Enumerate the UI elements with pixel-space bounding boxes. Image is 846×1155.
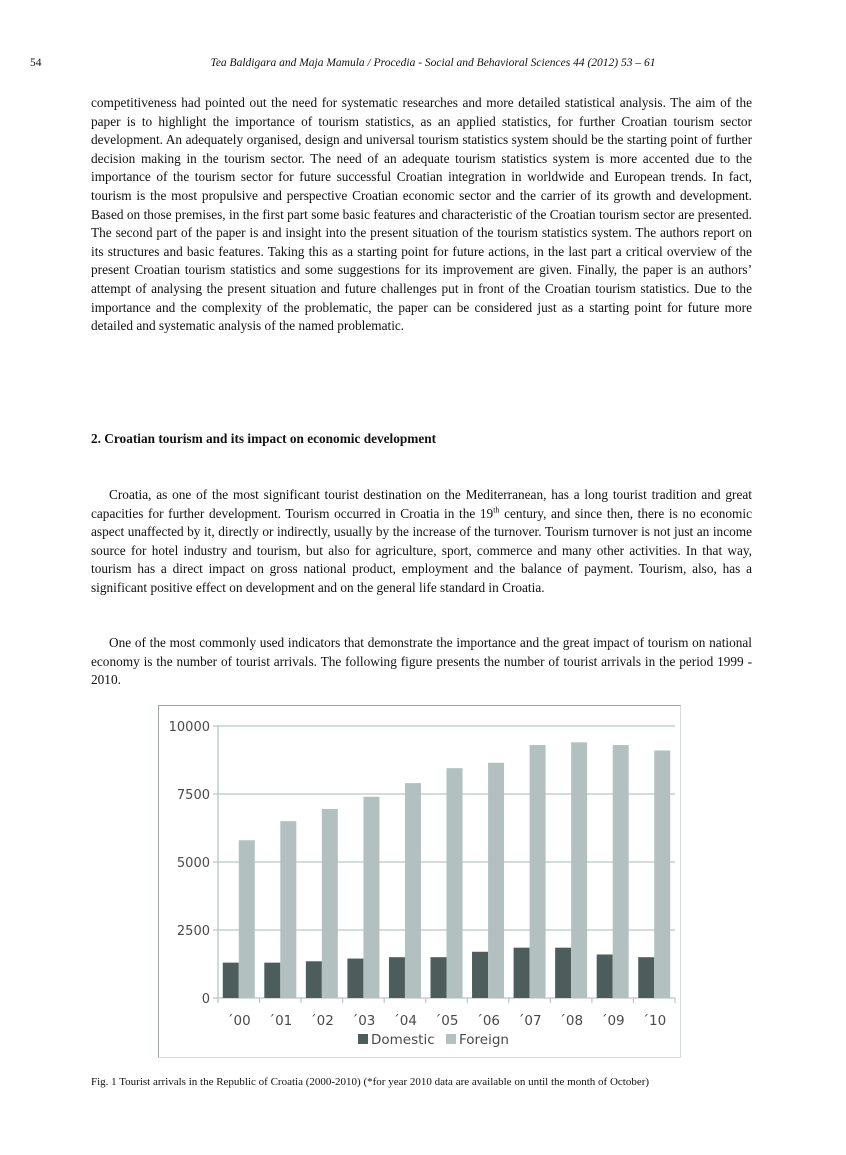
x-tick-label: ´01 bbox=[268, 1013, 293, 1029]
legend-domestic-swatch bbox=[358, 1034, 368, 1044]
bar-domestic bbox=[472, 952, 488, 998]
x-tick-label: ´00 bbox=[226, 1013, 251, 1029]
x-tick-label: ´10 bbox=[642, 1013, 667, 1029]
bar-foreign bbox=[654, 750, 670, 998]
x-tick-label: ´07 bbox=[517, 1013, 542, 1029]
bar-domestic bbox=[389, 957, 405, 998]
bar-foreign bbox=[571, 742, 587, 998]
bar-domestic bbox=[347, 959, 363, 998]
x-tick-label: ´02 bbox=[309, 1013, 334, 1029]
bar-foreign bbox=[239, 840, 255, 998]
bar-foreign bbox=[447, 768, 463, 998]
bar-domestic bbox=[638, 957, 654, 998]
page-number: 54 bbox=[30, 57, 42, 69]
superscript-th: th bbox=[493, 505, 500, 515]
bar-domestic bbox=[264, 963, 280, 998]
figure-caption: Fig. 1 Tourist arrivals in the Republic of Croatia (2000-2010) (*for year 2010 data are available on until the month of October) bbox=[91, 1076, 650, 1088]
bar-foreign bbox=[322, 809, 338, 998]
y-tick-label: 7500 bbox=[176, 788, 210, 803]
y-tick-label: 0 bbox=[201, 992, 210, 1007]
bar-chart bbox=[159, 706, 682, 1059]
bar-domestic bbox=[431, 957, 447, 998]
bar-foreign bbox=[488, 763, 504, 998]
bar-domestic bbox=[514, 948, 530, 998]
paragraph-indicators bbox=[91, 634, 752, 690]
x-tick-label: ´06 bbox=[476, 1013, 501, 1029]
paragraph-intro: competitiveness had pointed out the need for systematic researches and more detailed statistical analysis. The aim of the paper is to highlight the importance of tourism statistics, as an applied statistics, for further Croatian tourism sector development. An adequately organised, design and universal tourism statistics system should be the starting point of further decision making in the tourism sector. The need of an adequate tourism statistics system is more accented due to the importance of the tourism sector for future successful Croatian integration in worldwide and European trends. In fact, tourism is the most propulsive and perspective Croatian economic sector and the carrier of its growth and development. Based on those premises, in the first part some basic features and characteristic of the Croatian tourism sector are presented. The second part of the paper is and insight into the present situation of the tourism statistics system. The authors report on its structures and basic features. Taking this as a starting point for future actions, in the last part a critical overview of the present Croatian tourism statistics and some suggestions for its improvement are given. Finally, the paper is an authors’ attempt of analysing the present situation and future challenges put in front of the Croatian tourism statistics. Due to the importance and the complexity of the problematic, the paper can be considered just as a starting point for future more detailed and systematic analysis of the named problematic. bbox=[91, 95, 752, 334]
x-tick-label: ´05 bbox=[434, 1013, 459, 1029]
paragraph-2-text-a: Croatia, as one of the most significant tourist destination on the Mediterranean, has a long tourist tradition and great capacities for further development. Tourism occurred in Croatia in the 19 bbox=[91, 487, 752, 521]
figure-tourist-arrivals-chart bbox=[158, 705, 681, 1058]
x-tick-label: ´08 bbox=[559, 1013, 584, 1029]
paragraph-croatia-tourism bbox=[91, 486, 752, 598]
page-header bbox=[0, 57, 846, 73]
bar-foreign bbox=[613, 745, 629, 998]
paragraph-3-text: One of the most commonly used indicators that demonstrate the importance and the great impact of tourism on national economy is the number of tourist arrivals. The following figure presents the number of tourist arrivals in the period 1999 - 2010. bbox=[91, 635, 752, 688]
x-tick-label: ´03 bbox=[351, 1013, 376, 1029]
y-tick-label: 5000 bbox=[176, 856, 210, 871]
bar-domestic bbox=[555, 948, 571, 998]
legend-foreign-swatch bbox=[446, 1034, 456, 1044]
section-heading: 2. Croatian tourism and its impact on economic development bbox=[91, 431, 437, 446]
y-tick-label: 10000 bbox=[168, 720, 210, 735]
bar-foreign bbox=[405, 783, 421, 998]
bar-foreign bbox=[530, 745, 546, 998]
running-head: Tea Baldigara and Maja Mamula / Procedia - Social and Behavioral Sciences 44 (2012) 53 – 61 bbox=[210, 57, 656, 69]
x-tick-label: ´09 bbox=[600, 1013, 625, 1029]
x-tick-label: ´04 bbox=[392, 1013, 417, 1029]
y-tick-label: 2500 bbox=[176, 924, 210, 939]
legend-domestic-label: Domestic bbox=[371, 1032, 435, 1048]
bar-foreign bbox=[280, 821, 296, 998]
bar-domestic bbox=[597, 954, 613, 998]
bar-foreign bbox=[363, 797, 379, 998]
bar-domestic bbox=[306, 961, 322, 998]
bar-domestic bbox=[223, 963, 239, 998]
paragraph-2-text-b: century, and since then, there is no economic aspect unaffected by it, directly or indirectly, usually by the increase of the turnover. Tourism turnover is not just an income source for hotel industry and tourism, but also for agriculture, sport, commerce and many other activities. In that way, tourism has a direct impact on gross national product, employment and the balance of payment. Tourism, also, has a significant positive effect on development and on the general life standard in Croatia. bbox=[91, 505, 752, 595]
legend-foreign-label: Foreign bbox=[459, 1032, 509, 1048]
